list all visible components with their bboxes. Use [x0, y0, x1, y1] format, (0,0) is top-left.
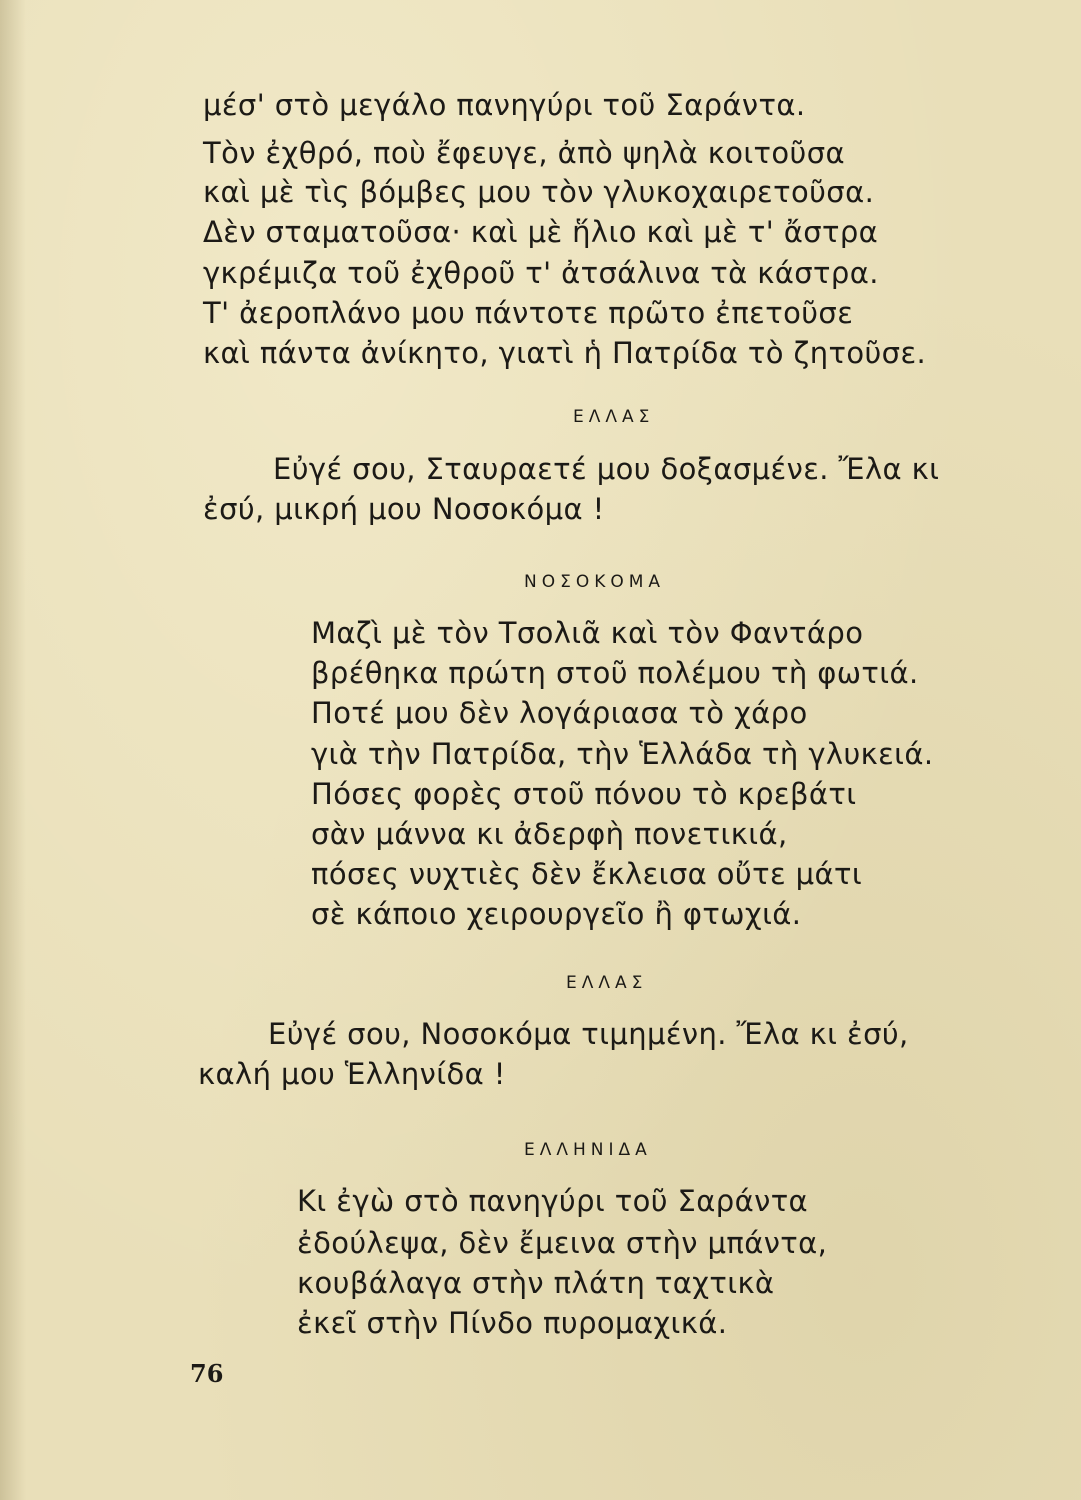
verse-line: καὶ μὲ τὶς βόμβες μου τὸν γλυκοχαιρετοῦσα. [203, 175, 875, 209]
verse-line: Κι ἐγὼ στὸ πανηγύρι τοῦ Σαράντα [297, 1184, 809, 1218]
prose-line: ἐσύ, μικρή μου Νοσοκόμα ! [203, 492, 605, 526]
verse-line: βρέθηκα πρώτη στοῦ πολέμου τὴ φωτιά. [311, 656, 919, 690]
verse-line: Δὲν σταματοῦσα· καὶ μὲ ἥλιο καὶ μὲ τ' ἄστρα [203, 215, 879, 249]
verse-line: καὶ πάντα ἀνίκητο, γιατὶ ἡ Πατρίδα τὸ ζητοῦσε. [203, 336, 927, 370]
verse-line: ἐδούλεψα, δὲν ἔμεινα στὴν μπάντα, [297, 1226, 828, 1260]
verse-line: γκρέμιζα τοῦ ἐχθροῦ τ' ἀτσάλινα τὰ κάστρα. [203, 256, 879, 290]
verse-line: σὲ κάποιο χειρουργεῖο ἢ φτωχιά. [311, 897, 802, 931]
verse-line: γιὰ τὴν Πατρίδα, τὴν Ἑλλάδα τὴ γλυκειά. [311, 737, 934, 771]
speaker-name: ΕΛΛΑΣ [566, 973, 648, 993]
speaker-name: ΕΛΛΗΝΙΔΑ [524, 1140, 652, 1160]
verse-line: Πόσες φορὲς στοῦ πόνου τὸ κρεβάτι [311, 777, 857, 811]
verse-line: Τ' ἀεροπλάνο μου πάντοτε πρῶτο ἐπετοῦσε [203, 296, 854, 330]
verse-line: κουβάλαγα στὴν πλάτη ταχτικὰ [297, 1266, 775, 1300]
prose-line: Εὐγέ σου, Σταυραετέ μου δοξασμένε. Ἔλα κι [273, 452, 940, 486]
page-number: 76 [190, 1359, 224, 1388]
verse-line: σὰν μάννα κι ἀδερφὴ πονετικιά, [311, 817, 788, 851]
prose-line: καλή μου Ἑλληνίδα ! [198, 1057, 506, 1091]
verse-line: Ποτέ μου δὲν λογάριασα τὸ χάρο [311, 696, 808, 730]
verse-line: ἐκεῖ στὴν Πίνδο πυρομαχικά. [297, 1306, 728, 1340]
verse-line: μέσ' στὸ μεγάλο πανηγύρι τοῦ Σαράντα. [203, 88, 806, 122]
verse-line: πόσες νυχτιὲς δὲν ἔκλεισα οὔτε μάτι [311, 857, 863, 891]
binding-shadow [0, 0, 26, 1500]
speaker-name: ΝΟΣΟΚΟΜΑ [524, 572, 666, 592]
verse-line: Μαζὶ μὲ τὸν Τσολιᾶ καὶ τὸν Φαντάρο [311, 616, 864, 650]
speaker-name: ΕΛΛΑΣ [573, 407, 655, 427]
verse-line: Τὸν ἐχθρό, ποὺ ἔφευγε, ἀπὸ ψηλὰ κοιτοῦσα [203, 136, 846, 170]
prose-line: Εὐγέ σου, Νοσοκόμα τιμημένη. Ἔλα κι ἐσύ, [268, 1017, 909, 1051]
